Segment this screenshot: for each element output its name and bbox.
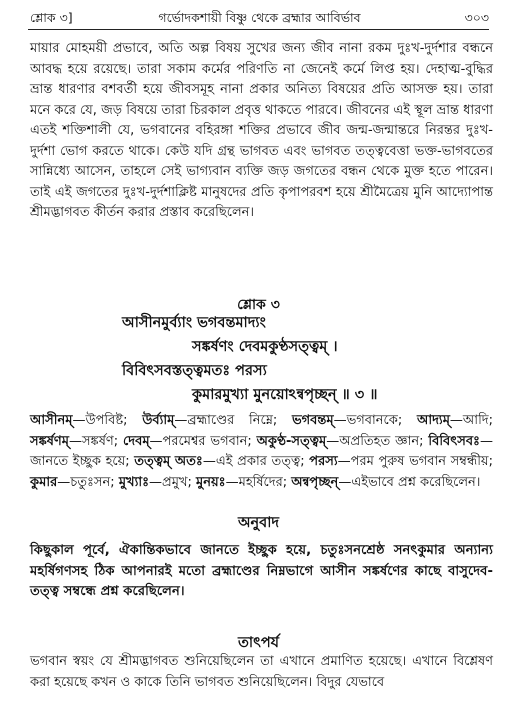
- synonym-meaning: —প্রমুখ: [149, 474, 188, 490]
- synonym-meaning: —চতুঃসন: [57, 474, 111, 490]
- synonym-meaning: —পরম পুরুষ ভগবান সম্বন্ধীয়: [337, 454, 489, 469]
- synonym-meaning: —ভগবানকে: [333, 413, 398, 428]
- synonym-word: অকুণ্ঠ-সত্ত্বম্: [256, 433, 327, 449]
- verse-line: আসীনমুর্ব্যাং ভগবন্তমাদ্যং: [122, 315, 266, 331]
- synonym-word: তত্ত্বম্: [134, 454, 171, 469]
- synonym-word: মুখ্যাঃ: [118, 474, 150, 490]
- synonym-word: দেবম্: [122, 433, 150, 449]
- synonym-word: আসীনম্: [30, 413, 73, 428]
- synonym-meaning: —আদি: [449, 413, 489, 428]
- synonym-word: অতঃ: [174, 454, 203, 469]
- verse-line: সঙ্কর্ষণং দেবমকুণ্ঠসত্ত্বম্ ।: [192, 339, 338, 355]
- verse-title: শ্লোক ৩: [237, 297, 280, 313]
- header-verse-ref: শ্লোক ৩]: [30, 10, 73, 25]
- page-header: [30, 8, 489, 30]
- synonym-meaning: —জানতে ইচ্ছুক হয়ে: [30, 433, 493, 469]
- translation-title: অনুবাদ: [237, 515, 280, 531]
- translation-text: কিছুকাল পূর্বে, ঐকান্তিকভাবে জানতে ইচ্ছুক হয়ে, চতুঃসনশ্রেষ্ঠ সনৎকুমার অন্যান্য মহর্ষিগণসহ ঠিক আপনারই মতো ব্রহ্মাণ্ডের নিম্নভাগে আসীন সঙ্কর্ষণের কাছে বাসুদেব-তত্ত্ব সম্বন্ধে প্রশ্ন করেছিলেন।: [30, 543, 493, 599]
- synonym-word: কুমার: [30, 474, 58, 490]
- synonym-word: আদ্যম্: [416, 413, 450, 428]
- synonym-word: মুনয়ঃ: [196, 474, 226, 490]
- synonyms-block: আসীনম্—উপবিষ্ট; উর্ব্যাম্—ব্রহ্মাণ্ডের নিম্নে; ভগবন্তম্—ভগবানকে; আদ্যম্—আদি; সঙ্কর্ষণম্—সঙ্কর্ষণ; দেবম্—পরমেশ্বর ভগবান; অকুণ্ঠ-সত্ত্বম্—অপ্রতিহত জ্ঞান; বিবিৎসবঃ—জানতে ইচ্ছুক হয়ে; তত্ত্বম্ অতঃ—এই প্রকার তত্ত্ব; পরস্য—পরম পুরুষ ভগবান সম্বন্ধীয়; কুমার—চতুঃসন; মুখ্যাঃ—প্রমুখ; মুনয়ঃ—মহর্ষিদের; অন্বপৃচ্ছন্—এইভাবে প্রশ্ন করেছিলেন।: [30, 413, 494, 490]
- purport-text: ভগবান স্বয়ং যে শ্রীমদ্ভাগবত শুনিয়েছিলেন তা এখানে প্রমাণিত হয়েছে। এখানে বিশ্লেষণ করা হয়েছে কখন ও কাকে তিনি ভাগবত শুনিয়েছিলেন। বিদুর যেভাবে: [30, 654, 493, 690]
- verse-line: কুমারমুখ্যা মুনয়োঽন্বপৃচ্ছন্ ॥ ৩ ॥: [192, 387, 378, 403]
- header-chapter-title: গর্ভোদকশায়ী বিষ্ণু থেকে ব্রহ্মার আবির্ভাব: [158, 10, 361, 25]
- header-rule: [28, 29, 489, 30]
- synonym-word: পরস্য: [309, 454, 338, 469]
- synonym-meaning: —ব্রহ্মাণ্ডের নিম্নে: [174, 413, 273, 428]
- synonym-word: সঙ্কর্ষণম্: [30, 433, 69, 449]
- synonym-meaning: —এইভাবে প্রশ্ন করেছিলেন: [338, 474, 476, 490]
- header-page-number: ৩০৩: [464, 10, 489, 25]
- synonym-meaning: —মহর্ষিদের: [225, 474, 283, 490]
- purport-title: তাৎপর্য: [237, 635, 280, 651]
- synonym-meaning: —উপবিষ্ট: [72, 413, 124, 428]
- synonym-meaning: —অপ্রতিহত জ্ঞান: [326, 433, 420, 449]
- synonym-meaning: —পরমেশ্বর ভগবান: [149, 433, 248, 449]
- synonym-word: উর্ব্যাম্: [142, 413, 175, 428]
- verse-line: বিবিৎসবস্তত্ত্বমতঃ পরস্য: [122, 363, 267, 379]
- synonym-word: অন্বপৃচ্ছন্: [291, 474, 339, 490]
- synonym-meaning: —এই প্রকার তত্ত্ব: [202, 454, 301, 469]
- synonym-word: ভগবন্তম্: [291, 413, 334, 428]
- synonym-word: বিবিৎসবঃ: [428, 433, 480, 449]
- intro-paragraph: মায়ার মোহময়ী প্রভাবে, অতি অল্প বিষয় সুখের জন্য জীব নানা রকম দুঃখ-দুর্দশার বন্ধনে আবদ্ধ হয়ে রয়েছে। তারা সকাম কর্মের পরিণতি না জেনেই কর্মে লিপ্ত হয়। দেহাত্ম-বুদ্ধির ভ্রান্ত ধারণার বশবর্তী হয়ে জীবসমূহ নানা প্রকার অনিত্য বিষয়ের প্রতি আসক্ত হয়। তারা মনে করে যে, জড় বিষয়ে তারা চিরকাল প্রবৃত্ত থাকতে পারবে। জীবনের এই স্থূল ভ্রান্ত ধারণা এতই শক্তিশালী যে, ভগবানের বহিরঙ্গা শক্তির প্রভাবে জীব জন্ম-জন্মান্তরে নিরন্তর দুঃখ-দুর্দশা ভোগ করতে থাকে। কেউ যদি গ্রন্থ ভাগবত এবং ভাগবত তত্ত্ববেত্তা ভক্ত-ভাগবতের সান্নিধ্যে আসেন, তাহলে সেই ভাগ্যবান ব্যক্তি জড় জগতের বন্ধন থেকে মুক্ত হতে পারেন। তাই এই জগতের দুঃখ-দুর্দশাক্লিষ্ট মানুষদের প্রতি কৃপাপরবশ হয়ে শ্রীমৈত্রেয় মুনি আদ্যোপান্ত শ্রীমদ্ভাগবত কীর্তন করার প্রস্তাব করেছিলেন।: [30, 41, 493, 220]
- synonym-meaning: —সঙ্কর্ষণ: [68, 433, 114, 449]
